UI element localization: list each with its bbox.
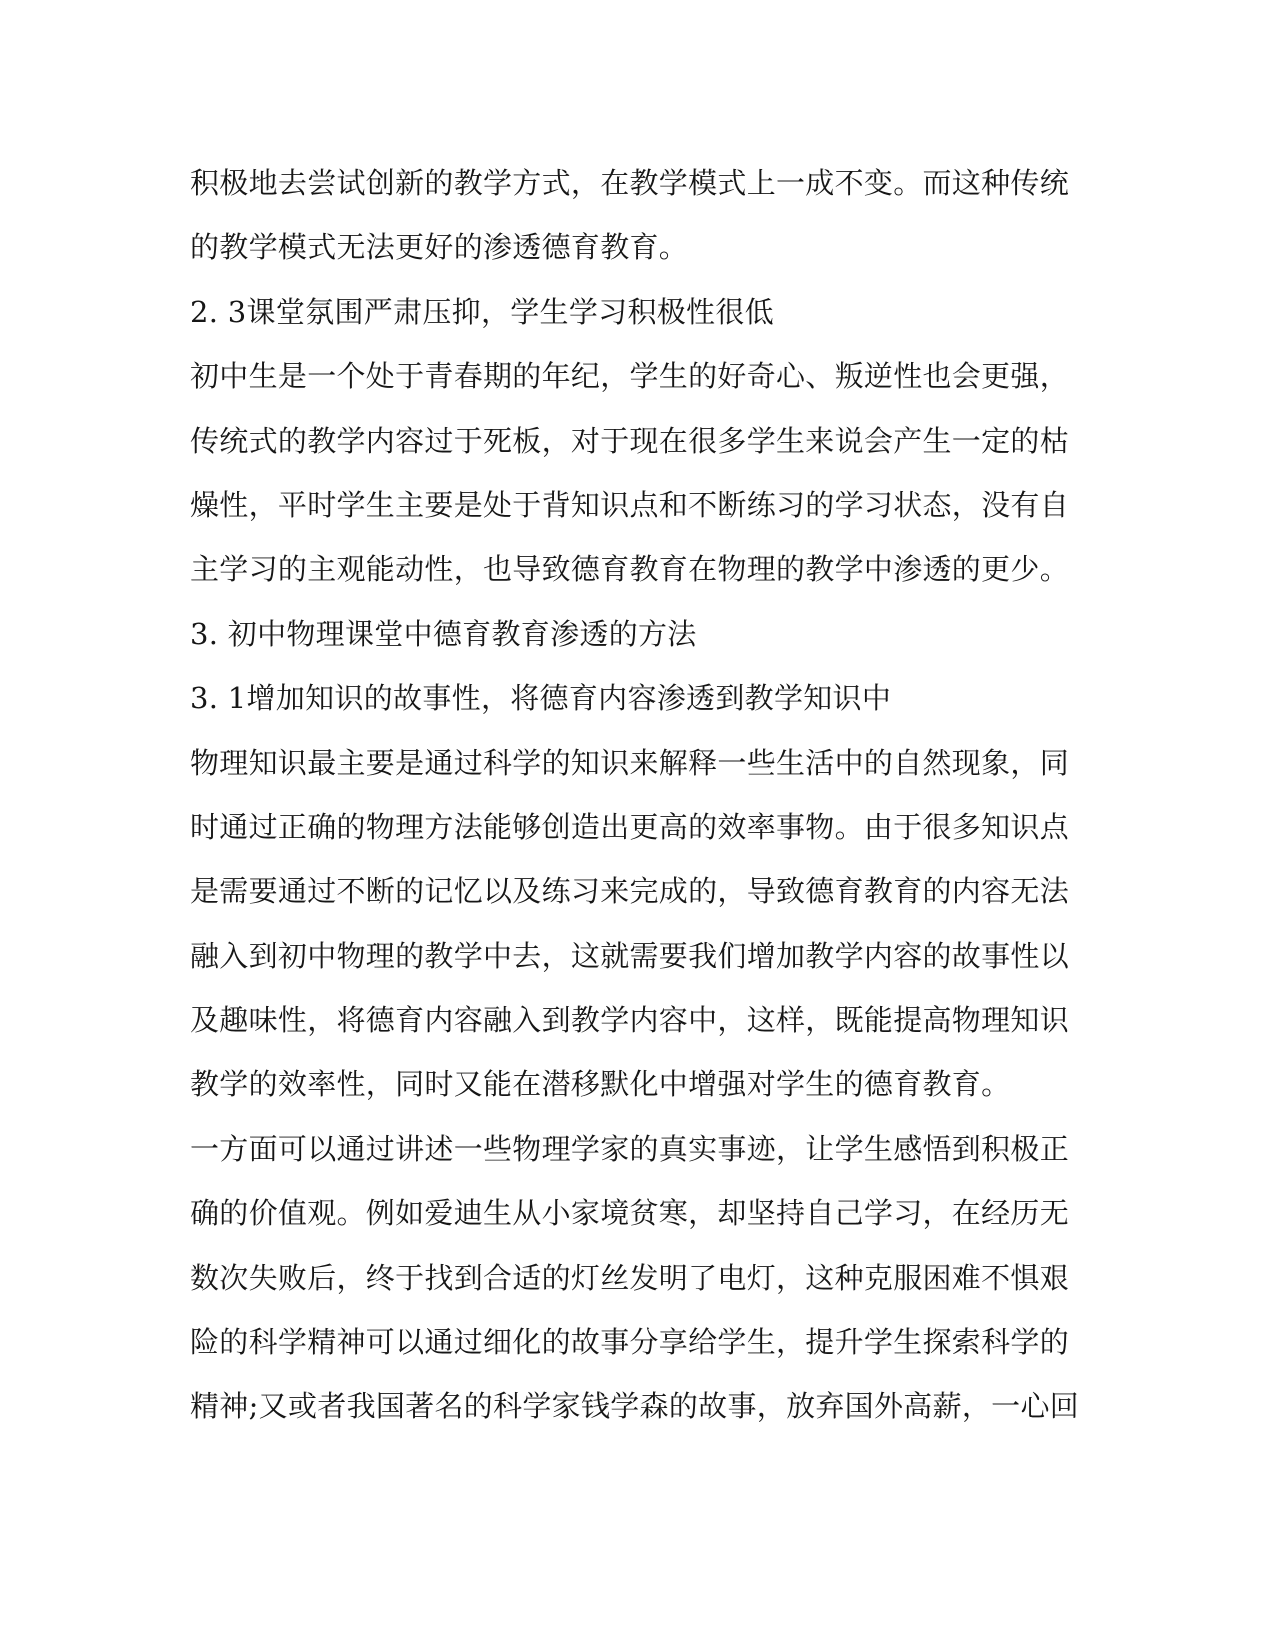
text-line: 燥性，平时学生主要是处于背知识点和不断练习的学习状态，没有自: [190, 487, 1070, 522]
text-line: 积极地去尝试创新的教学方式，在教学模式上一成不变。而这种传统: [190, 166, 1070, 200]
document-body: [190, 151, 1080, 1439]
text-line: 确的价值观。例如爱迪生从小家境贫寒，却坚持自己学习，在经历无: [190, 1196, 1070, 1231]
section-heading: 2. 3课堂氛围严肃压抑，学生学习积极性很低: [190, 294, 774, 329]
text-line: 融入到初中物理的教学中去，这就需要我们增加教学内容的故事性以: [190, 938, 1070, 973]
text-line: 时通过正确的物理方法能够创造出更高的效率事物。由于很多知识点: [190, 809, 1070, 844]
text-line: 险的科学精神可以通过细化的故事分享给学生，提升学生探索科学的: [190, 1325, 1070, 1360]
text-line: 物理知识最主要是通过科学的知识来解释一些生活中的自然现象，同: [190, 745, 1070, 780]
section-heading: 3. 初中物理课堂中德育教育渗透的方法: [190, 616, 697, 651]
text-line: 主学习的主观能动性，也导致德育教育在物理的教学中渗透的更少。: [190, 552, 1070, 587]
text-line: 传统式的教学内容过于死板，对于现在很多学生来说会产生一定的枯: [190, 423, 1070, 458]
text-line: 初中生是一个处于青春期的年纪，学生的好奇心、叛逆性也会更强，: [190, 359, 1070, 394]
text-line: 是需要通过不断的记忆以及练习来完成的，导致德育教育的内容无法: [190, 874, 1070, 909]
section-heading: 3. 1增加知识的故事性，将德育内容渗透到教学知识中: [190, 681, 892, 716]
text-line: 精神;又或者我国著名的科学家钱学森的故事，放弃国外高薪，一心回: [190, 1389, 1080, 1424]
text-line: 教学的效率性，同时又能在潜移默化中增强对学生的德育教育。: [190, 1067, 1011, 1102]
text-line: 的教学模式无法更好的渗透德育教育。: [190, 230, 689, 265]
text-line: 及趣味性，将德育内容融入到教学内容中，这样，既能提高物理知识: [190, 1003, 1070, 1038]
text-line: 一方面可以通过讲述一些物理学家的真实事迹，让学生感悟到积极正: [190, 1131, 1070, 1166]
text-line: 数次失败后，终于找到合适的灯丝发明了电灯，这种克服困难不惧艰: [190, 1260, 1070, 1295]
